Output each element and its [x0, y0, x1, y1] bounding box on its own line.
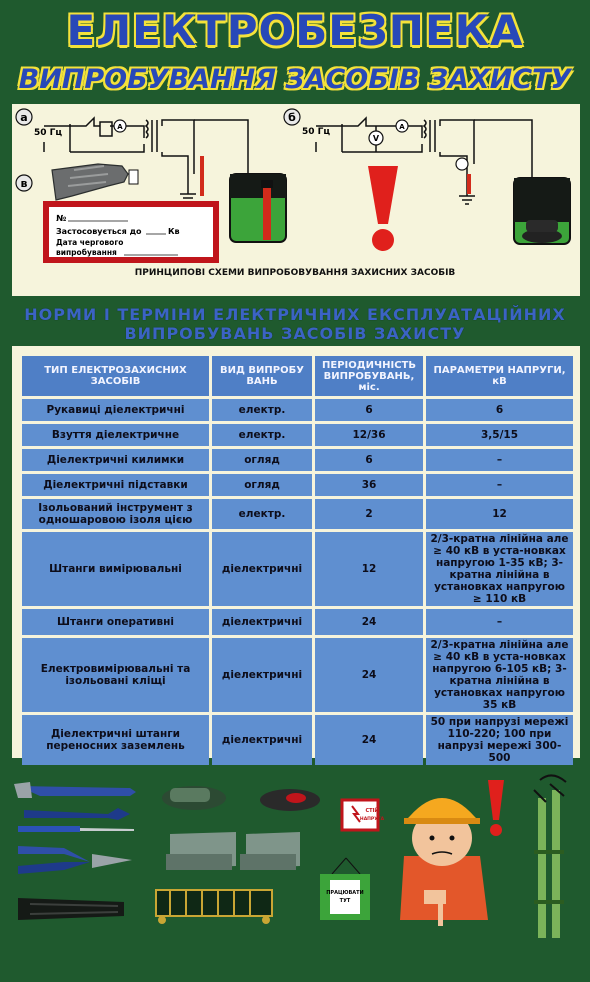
- cell-period: 12/36: [315, 424, 423, 446]
- screwdriver-icon: [263, 184, 271, 240]
- page-title: ЕЛЕКТРОБЕЗПЕКА: [66, 6, 524, 55]
- dielectric-mats-icon: [166, 832, 300, 870]
- norms-heading-line2: ВИПРОБУВАНЬ ЗАСОБІВ ЗАХИСТУ: [124, 324, 466, 343]
- cell-kind: електр.: [212, 499, 312, 529]
- table-row: [22, 715, 573, 765]
- table-row: [22, 638, 573, 712]
- cell-params: 6: [426, 399, 573, 421]
- tag-applies-to: Застосовується до: [56, 227, 142, 236]
- cell-type: Діелектричні килимки: [22, 449, 209, 471]
- table-row: [22, 474, 573, 496]
- stop-sign-line1: СТІЙ: [365, 808, 379, 814]
- worker-character-icon: [400, 798, 488, 926]
- warning-exclamation-icon: [368, 166, 398, 224]
- cell-period: 24: [315, 638, 423, 712]
- cell-type: Взуття діелектричне: [22, 424, 209, 446]
- cell-type: Ізольований інструмент з одношаровою ізоля цією: [22, 499, 209, 529]
- cell-type: Штанги вимірювальні: [22, 532, 209, 606]
- cell-params: 3,5/15: [426, 424, 573, 446]
- schematics-caption: ПРИНЦИПОВІ СХЕМИ ВИПРОБОВУВАННЯ ЗАХИСНИХ ЗАСОБІВ: [134, 268, 456, 278]
- header-period: ПЕРІОДИЧНІСТЬ ВИПРОБУВАНЬ, міс.: [315, 356, 423, 396]
- freq-a: 50 Гц: [34, 128, 63, 138]
- stop-voltage-sign: [342, 800, 385, 830]
- meter-a2: A: [399, 123, 405, 131]
- warning-exclamation-small-icon: [488, 780, 504, 836]
- cell-type: Рукавиці діелектричні: [22, 399, 209, 421]
- cell-params: 12: [426, 499, 573, 529]
- table-row: [22, 609, 573, 635]
- cell-type: Діелектричні підставки: [22, 474, 209, 496]
- hand-tools-icon: [14, 782, 136, 920]
- cell-params: –: [426, 474, 573, 496]
- cell-kind: електр.: [212, 399, 312, 421]
- cell-kind: огляд: [212, 474, 312, 496]
- cell-period: 6: [315, 449, 423, 471]
- stop-sign-line2: НАПРУГА: [359, 817, 385, 822]
- cell-type: Електровимірювальні та ізольовані кліщі: [22, 638, 209, 712]
- cell-params: –: [426, 449, 573, 471]
- table-row: [22, 499, 573, 529]
- cell-params: –: [426, 609, 573, 635]
- cell-kind: діелектричні: [212, 609, 312, 635]
- header-kind: ВИД ВИПРОБУ ВАНЬ: [212, 356, 312, 396]
- milliammeter-icon: [456, 158, 468, 170]
- cell-params: 2/3-кратна лінійна але ≥ 40 кВ в уста-новках напругою 1-35 кВ; 3-кратна лінійна в установках напругою ≥ 110 кВ: [426, 532, 573, 606]
- meter-v: V: [372, 134, 380, 143]
- cell-period: 24: [315, 715, 423, 765]
- tag-next-date: Дата чергового: [56, 238, 124, 247]
- label-b: б: [288, 111, 296, 124]
- norms-heading-line1: НОРМИ І ТЕРМІНИ ЕЛЕКТРИЧНИХ ЕКСПЛУАТАЦІЙНИХ: [24, 305, 566, 324]
- dielectric-stand-icon: [156, 890, 272, 924]
- dielectric-boots-icon: [162, 786, 320, 811]
- cell-params: 2/3-кратна лінійна але ≥ 40 кВ в уста-новках напругою 6-105 кВ; 3-кратна лінійна в установках напругою 35 кВ: [426, 638, 573, 712]
- meter-a: A: [117, 123, 123, 131]
- equipment-illustration-svg: [0, 770, 590, 982]
- glove-icon: [52, 164, 128, 200]
- tag-number: №: [56, 214, 67, 224]
- table-row: [22, 449, 573, 471]
- cell-type: Діелектричні штанги переносних заземлень: [22, 715, 209, 765]
- freq-b: 50 Гц: [302, 127, 331, 137]
- cell-period: 12: [315, 532, 423, 606]
- glove-electrode-icon: [129, 170, 138, 184]
- red-probe: [200, 156, 204, 196]
- tag-kv: Кв: [168, 227, 180, 236]
- table-row: [22, 532, 573, 606]
- cell-kind: діелектричні: [212, 638, 312, 712]
- label-a: а: [20, 111, 28, 124]
- cell-type: Штанги оперативні: [22, 609, 209, 635]
- cell-kind: діелектричні: [212, 532, 312, 606]
- table-row: [22, 424, 573, 446]
- cell-period: 2: [315, 499, 423, 529]
- cell-period: 24: [315, 609, 423, 635]
- table-header-row: [22, 356, 573, 396]
- work-here-sign: [320, 858, 370, 920]
- page-subtitle: ВИПРОБУВАННЯ ЗАСОБІВ ЗАХИСТУ: [18, 64, 572, 95]
- cell-params: 50 при напрузі мережі 110-220; 100 при напрузі мережі 300-500: [426, 715, 573, 765]
- cell-kind: огляд: [212, 449, 312, 471]
- header-type: ТИП ЕЛЕКТРОЗАХИСНИХ ЗАСОБІВ: [22, 356, 209, 396]
- work-sign-line1: ПРАЦЮВАТИ: [326, 890, 364, 896]
- work-sign-line2: ТУТ: [339, 898, 351, 904]
- table-row: [22, 399, 573, 421]
- header-params: ПАРАМЕТРИ НАПРУГИ, кВ: [426, 356, 573, 396]
- insulating-rods-icon: [534, 775, 566, 938]
- label-v: в: [20, 177, 28, 190]
- norms-heading: [0, 305, 590, 343]
- cell-period: 36: [315, 474, 423, 496]
- cell-kind: діелектричні: [212, 715, 312, 765]
- cell-period: 6: [315, 399, 423, 421]
- tag-testing: випробування: [56, 248, 117, 257]
- norms-table: [19, 353, 576, 768]
- cell-kind: електр.: [212, 424, 312, 446]
- norms-table-panel: [12, 346, 580, 764]
- circuit-b: [316, 118, 532, 204]
